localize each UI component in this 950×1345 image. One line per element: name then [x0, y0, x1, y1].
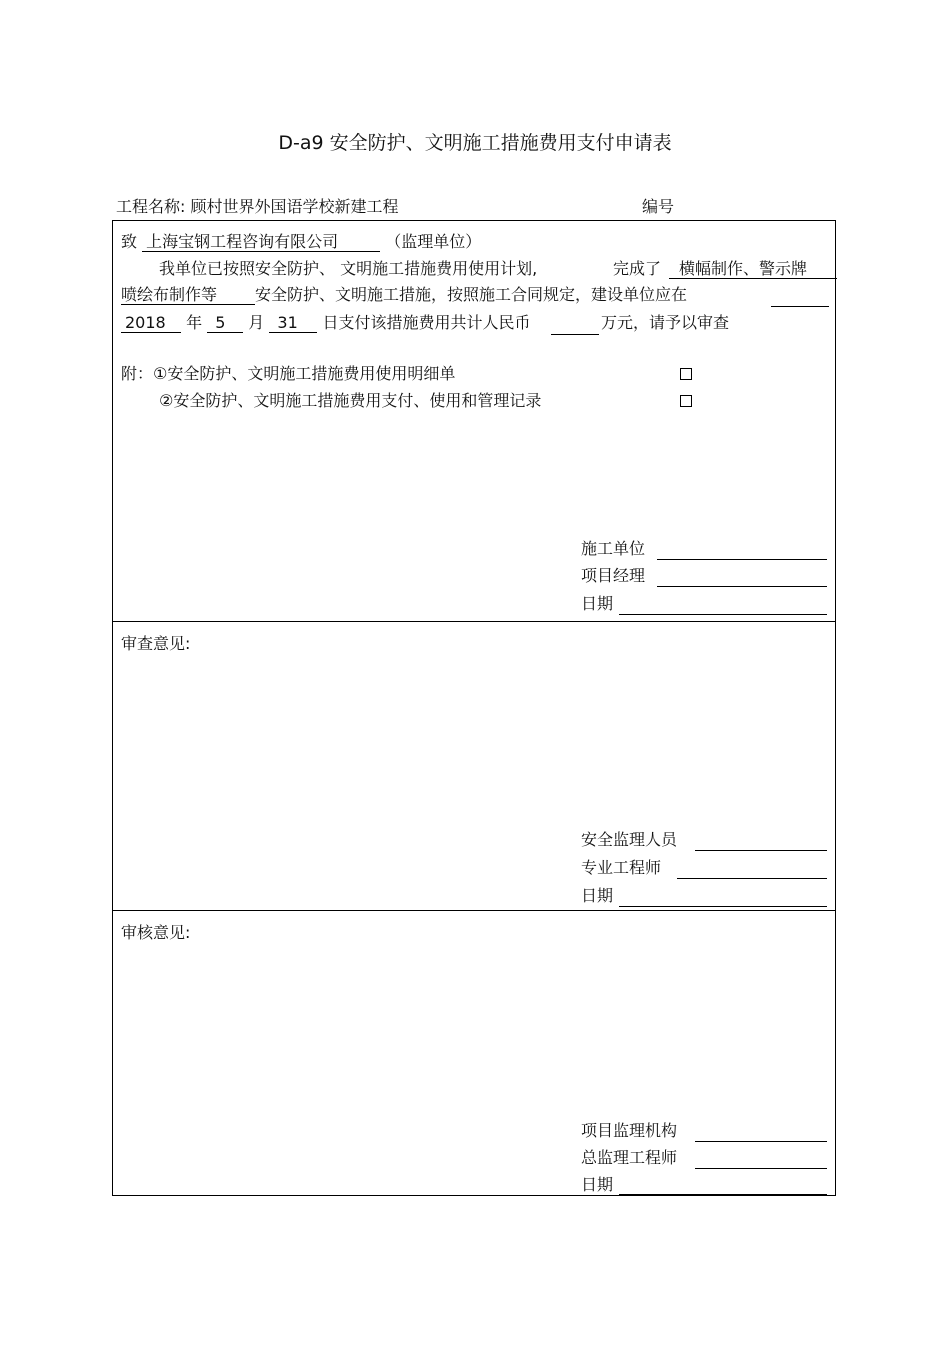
sign-date-label: 日期: [581, 594, 614, 613]
amount-unit-text: 万元，请予以审查: [601, 313, 730, 332]
engineer-field: [677, 878, 827, 879]
number-label: 编号: [642, 197, 675, 216]
supervision-org-field: [695, 1141, 827, 1142]
section-divider: [113, 910, 835, 911]
done-text: 完成了: [613, 259, 662, 278]
sign-manager-label: 项目经理: [581, 566, 646, 585]
attachment-2-checkbox[interactable]: [680, 395, 692, 407]
contract-text: 安全防护、文明施工措施，按照施工合同规定，建设单位应在: [255, 285, 688, 304]
attachment-2: ②安全防护、文明施工措施费用支付、使用和管理记录: [159, 391, 542, 410]
project-name: 顾村世界外国语学校新建工程: [190, 197, 399, 216]
review-date-label: 日期: [581, 886, 614, 905]
page-title: D-a9 安全防护、文明施工措施费用支付申请表: [278, 132, 672, 154]
sign-unit-label: 施工单位: [581, 539, 646, 558]
safety-supervisor-field: [695, 850, 827, 851]
audit-label: 审核意见:: [121, 923, 191, 942]
blank-line: [771, 306, 829, 307]
recipient-line: [121, 232, 481, 252]
safety-supervisor-label: 安全监理人员: [581, 830, 678, 849]
plan-text: 我单位已按照安全防护、 文明施工措施费用使用计划,: [159, 259, 538, 278]
sign-date-field: [619, 614, 827, 615]
review-label: 审查意见:: [121, 634, 191, 653]
day-field: 31: [269, 313, 317, 333]
sign-manager-field: [657, 586, 827, 587]
audit-date-field: [619, 1194, 827, 1195]
project-name-row: [116, 194, 399, 217]
review-date-field: [619, 906, 827, 907]
attach-label: 附：: [121, 364, 154, 383]
attachment-1-checkbox[interactable]: [680, 368, 692, 380]
recipient-role: （监理单位）: [385, 232, 482, 251]
application-form: [112, 220, 836, 1196]
chief-engineer-label: 总监理工程师: [581, 1148, 678, 1167]
work-items-line1: 横幅制作、警示牌: [669, 259, 837, 279]
payment-text: 日支付该措施费用共计人民币: [322, 313, 531, 332]
audit-date-label: 日期: [581, 1175, 614, 1194]
amount-field: [551, 334, 599, 335]
section-divider: [113, 621, 835, 622]
attachment-1: 附：①安全防护、文明施工措施费用使用明细单: [121, 364, 456, 383]
to-prefix: 致: [121, 232, 138, 251]
sign-unit-field: [657, 559, 827, 560]
year-field: 2018: [121, 313, 181, 333]
project-label: 工程名称:: [116, 197, 186, 216]
recipient-field: 上海宝钢工程咨询有限公司: [142, 232, 380, 252]
payment-date-line: 2018 年 5 月 31 日支付该措施费用共计人民币: [121, 313, 531, 333]
month-field: 5: [207, 313, 243, 333]
supervision-org-label: 项目监理机构: [581, 1121, 678, 1140]
chief-engineer-field: [695, 1168, 827, 1169]
engineer-label: 专业工程师: [581, 858, 662, 877]
work-items-line2: 喷绘布制作等: [121, 285, 255, 305]
